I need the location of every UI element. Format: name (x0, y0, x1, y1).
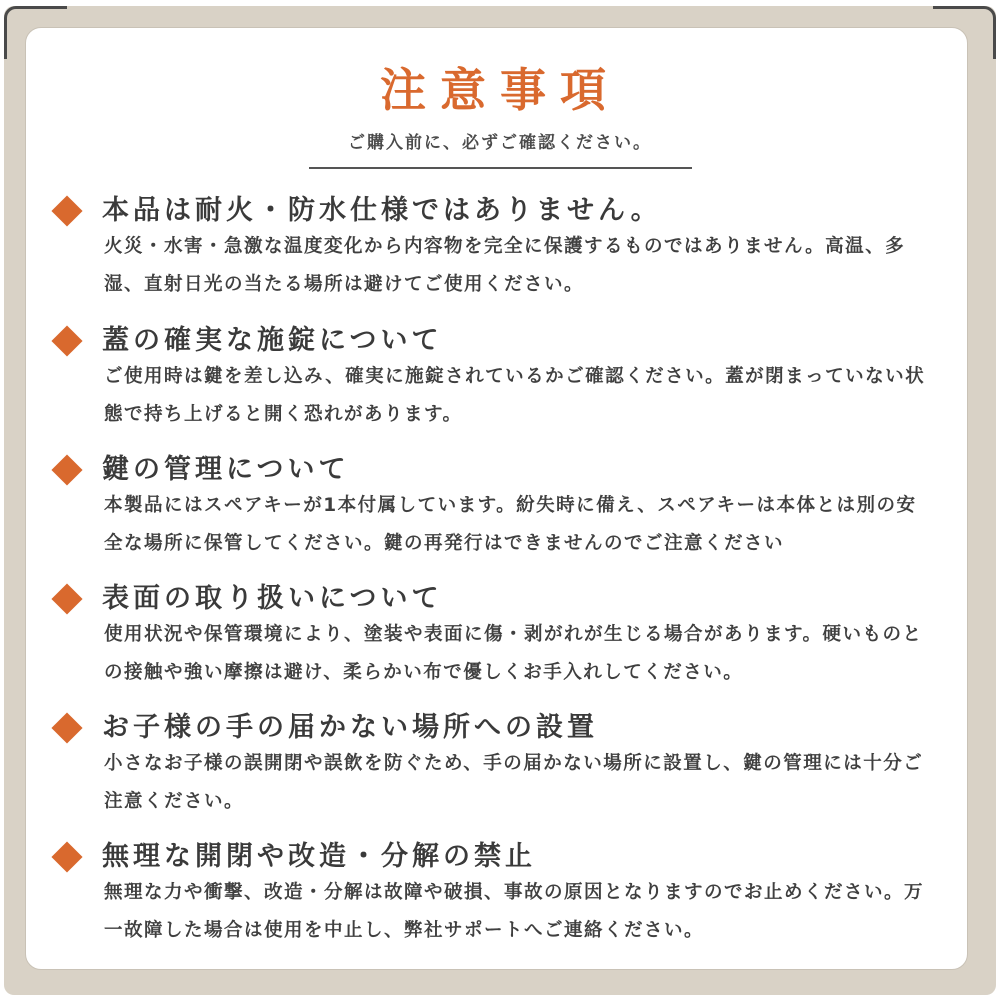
section-body: 本製品にはスペアキーが1本付属しています。紛失時に備え、スペアキーは本体とは別の安全な場所に保管してください。鍵の再発行はできませんのでご注意ください (104, 495, 917, 554)
page-title: 注意事項 (380, 63, 620, 117)
section-heading: 無理な開閉や改造・分解の禁止 (102, 841, 536, 872)
section-heading: 表面の取り扱いについて (102, 583, 443, 614)
section-body: 小さなお子様の誤開閉や誤飲を防ぐため、手の届かない場所に設置し、鍵の管理には十分ご注意ください。 (104, 753, 924, 812)
page-subtitle: ご購入前に、必ずご確認ください。 (348, 133, 652, 153)
section-body: 使用状況や保管環境により、塗装や表面に傷・剥がれが生じる場合があります。硬いものとの接触や強い摩擦は避け、柔らかい布で優しくお手入れしてください。 (104, 624, 923, 683)
section-body: 火災・水害・急激な温度変化から内容物を完全に保護するものではありません。高温、多湿、直射日光の当たる場所は避けてご使用ください。 (104, 236, 906, 295)
section-body: 無理な力や衝撃、改造・分解は故障や破損、事故の原因となりますのでお止めください。万一故障した場合は使用を中止し、弊社サポートへご連絡ください。 (104, 882, 925, 941)
section-heading: 蓋の確実な施錠について (102, 325, 443, 356)
section-body: ご使用時は鍵を差し込み、確実に施錠されているかご確認ください。蓋が閉まっていない状態で持ち上げると開く恐れがあります。 (104, 366, 926, 425)
section-heading: お子様の手の届かない場所への設置 (102, 712, 598, 743)
section-heading: 鍵の管理について (102, 454, 350, 485)
subtitle-underline (309, 167, 692, 169)
section-heading: 本品は耐火・防水仕様ではありません。 (102, 195, 662, 226)
